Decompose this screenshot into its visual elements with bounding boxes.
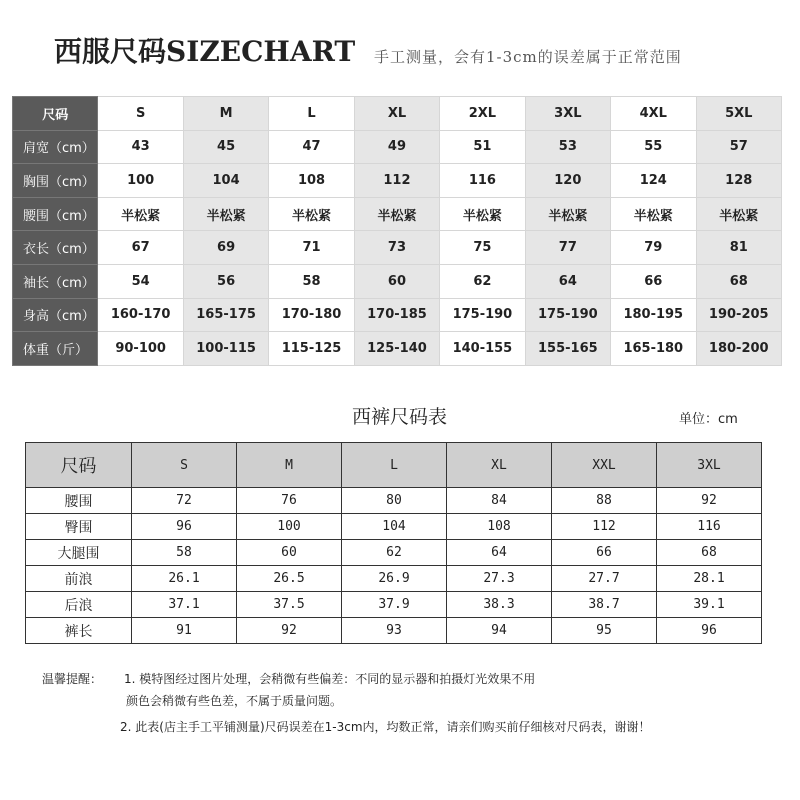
jacket-row [13,197,782,231]
jacket-cell: 55 [611,130,696,164]
jacket-cell: 73 [354,231,439,265]
pants-size-header: M [237,443,342,488]
jacket-cell: 56 [183,264,268,298]
jacket-cell: 116 [440,164,525,198]
jacket-cell: 64 [525,264,610,298]
pants-cell: 26.1 [132,566,237,592]
jacket-cell: 60 [354,264,439,298]
jacket-cell: 128 [696,164,782,198]
pants-cell: 88 [552,488,657,514]
jacket-size-header: 2XL [440,97,525,131]
pants-cell: 37.5 [237,592,342,618]
jacket-cell: 175-190 [440,298,525,332]
measurement-note: 手工测量，会有1-3cm的误差属于正常范围 [374,48,682,66]
pants-cell: 94 [447,618,552,644]
jacket-row-label: 腰围（cm） [13,197,98,231]
pants-cell: 108 [447,514,552,540]
jacket-cell: 47 [269,130,354,164]
pants-cell: 27.7 [552,566,657,592]
pants-cell: 37.1 [132,592,237,618]
pants-cell: 28.1 [657,566,762,592]
jacket-cell: 108 [269,164,354,198]
jacket-row-label: 衣长（cm） [13,231,98,265]
tip-line-3: 2. 此表(店主手工平铺测量)尺码误差在1-3cm内，均数正常，请亲们购买前仔细核对尺码表，谢谢！ [120,720,651,734]
pants-cell: 104 [342,514,447,540]
jacket-cell: 81 [696,231,782,265]
pants-cell: 64 [447,540,552,566]
jacket-cell: 170-180 [269,298,354,332]
pants-row [26,540,762,566]
pants-cell: 62 [342,540,447,566]
jacket-cell: 62 [440,264,525,298]
jacket-cell: 90-100 [98,332,183,366]
jacket-header-row [13,97,782,131]
jacket-cell: 165-175 [183,298,268,332]
jacket-cell: 57 [696,130,782,164]
jacket-row-label: 肩宽（cm） [13,130,98,164]
jacket-cell: 124 [611,164,696,198]
pants-cell: 39.1 [657,592,762,618]
tips-label: 温馨提醒： [42,672,103,686]
jacket-cell: 半松紧 [440,197,525,231]
pants-row [26,514,762,540]
jacket-size-header: M [183,97,268,131]
jacket-cell: 半松紧 [696,197,782,231]
jacket-cell: 180-195 [611,298,696,332]
pants-cell: 100 [237,514,342,540]
tip-line-2: 颜色会稍微有些色差，不属于质量问题。 [126,694,343,708]
jacket-cell: 71 [269,231,354,265]
pants-row [26,618,762,644]
jacket-cell: 100-115 [183,332,268,366]
pants-row-label: 大腿围 [26,540,132,566]
pants-cell: 66 [552,540,657,566]
jacket-cell: 155-165 [525,332,610,366]
jacket-size-header: L [269,97,354,131]
pants-header-row [26,443,762,488]
jacket-row [13,332,782,366]
jacket-size-header: 4XL [611,97,696,131]
jacket-cell: 69 [183,231,268,265]
jacket-cell: 75 [440,231,525,265]
jacket-cell: 53 [525,130,610,164]
pants-cell: 58 [132,540,237,566]
jacket-row-label: 袖长（cm） [13,264,98,298]
pants-row-label: 腰围 [26,488,132,514]
jacket-cell: 165-180 [611,332,696,366]
jacket-cell: 68 [696,264,782,298]
pants-cell: 72 [132,488,237,514]
pants-cell: 116 [657,514,762,540]
jacket-size-header: 5XL [696,97,782,131]
jacket-row-label: 身高（cm） [13,298,98,332]
jacket-size-table [12,96,782,366]
jacket-row-label: 胸围（cm） [13,164,98,198]
pants-header-label: 尺码 [26,443,132,488]
jacket-row [13,231,782,265]
jacket-cell: 半松紧 [354,197,439,231]
jacket-size-header: XL [354,97,439,131]
jacket-row [13,164,782,198]
pants-cell: 92 [657,488,762,514]
pants-size-header: XXL [552,443,657,488]
jacket-cell: 125-140 [354,332,439,366]
jacket-cell: 190-205 [696,298,782,332]
pants-cell: 92 [237,618,342,644]
jacket-cell: 49 [354,130,439,164]
pants-cell: 96 [132,514,237,540]
jacket-cell: 79 [611,231,696,265]
pants-size-header: S [132,443,237,488]
pants-size-header: XL [447,443,552,488]
jacket-cell: 77 [525,231,610,265]
jacket-header-label: 尺码 [13,97,98,131]
jacket-cell: 半松紧 [98,197,183,231]
pants-cell: 91 [132,618,237,644]
jacket-cell: 112 [354,164,439,198]
jacket-cell: 180-200 [696,332,782,366]
pants-cell: 76 [237,488,342,514]
jacket-row [13,264,782,298]
jacket-row [13,130,782,164]
pants-row [26,592,762,618]
pants-cell: 37.9 [342,592,447,618]
jacket-row-label: 体重（斤） [13,332,98,366]
jacket-cell: 43 [98,130,183,164]
pants-size-header: L [342,443,447,488]
jacket-cell: 67 [98,231,183,265]
pants-cell: 60 [237,540,342,566]
pants-cell: 93 [342,618,447,644]
pants-row-label: 前浪 [26,566,132,592]
pants-size-table [25,442,762,644]
jacket-size-header: 3XL [525,97,610,131]
pants-cell: 68 [657,540,762,566]
pants-cell: 38.7 [552,592,657,618]
jacket-cell: 51 [440,130,525,164]
pants-cell: 38.3 [447,592,552,618]
jacket-cell: 66 [611,264,696,298]
pants-row-label: 后浪 [26,592,132,618]
jacket-cell: 175-190 [525,298,610,332]
pants-cell: 26.5 [237,566,342,592]
unit-label: 单位：cm [679,412,738,427]
jacket-row [13,298,782,332]
pants-size-header: 3XL [657,443,762,488]
pants-cell: 95 [552,618,657,644]
jacket-cell: 半松紧 [525,197,610,231]
pants-row [26,566,762,592]
jacket-cell: 半松紧 [611,197,696,231]
jacket-cell: 170-185 [354,298,439,332]
jacket-cell: 半松紧 [183,197,268,231]
jacket-cell: 160-170 [98,298,183,332]
pants-cell: 96 [657,618,762,644]
pants-row-label: 裤长 [26,618,132,644]
jacket-cell: 54 [98,264,183,298]
jacket-cell: 115-125 [269,332,354,366]
pants-cell: 80 [342,488,447,514]
pants-row-label: 臀围 [26,514,132,540]
pants-chart-title: 西裤尺码表 [352,406,448,428]
jacket-cell: 120 [525,164,610,198]
jacket-cell: 100 [98,164,183,198]
jacket-cell: 58 [269,264,354,298]
tip-line-1: 1. 模特图经过图片处理，会稍微有些偏差：不同的显示器和拍摄灯光效果不用 [124,672,536,686]
pants-row [26,488,762,514]
pants-cell: 84 [447,488,552,514]
jacket-cell: 半松紧 [269,197,354,231]
jacket-size-header: S [98,97,183,131]
pants-cell: 26.9 [342,566,447,592]
pants-cell: 27.3 [447,566,552,592]
jacket-chart-title: 西服尺码SIZECHART [54,35,356,68]
jacket-cell: 104 [183,164,268,198]
jacket-cell: 140-155 [440,332,525,366]
jacket-cell: 45 [183,130,268,164]
pants-cell: 112 [552,514,657,540]
